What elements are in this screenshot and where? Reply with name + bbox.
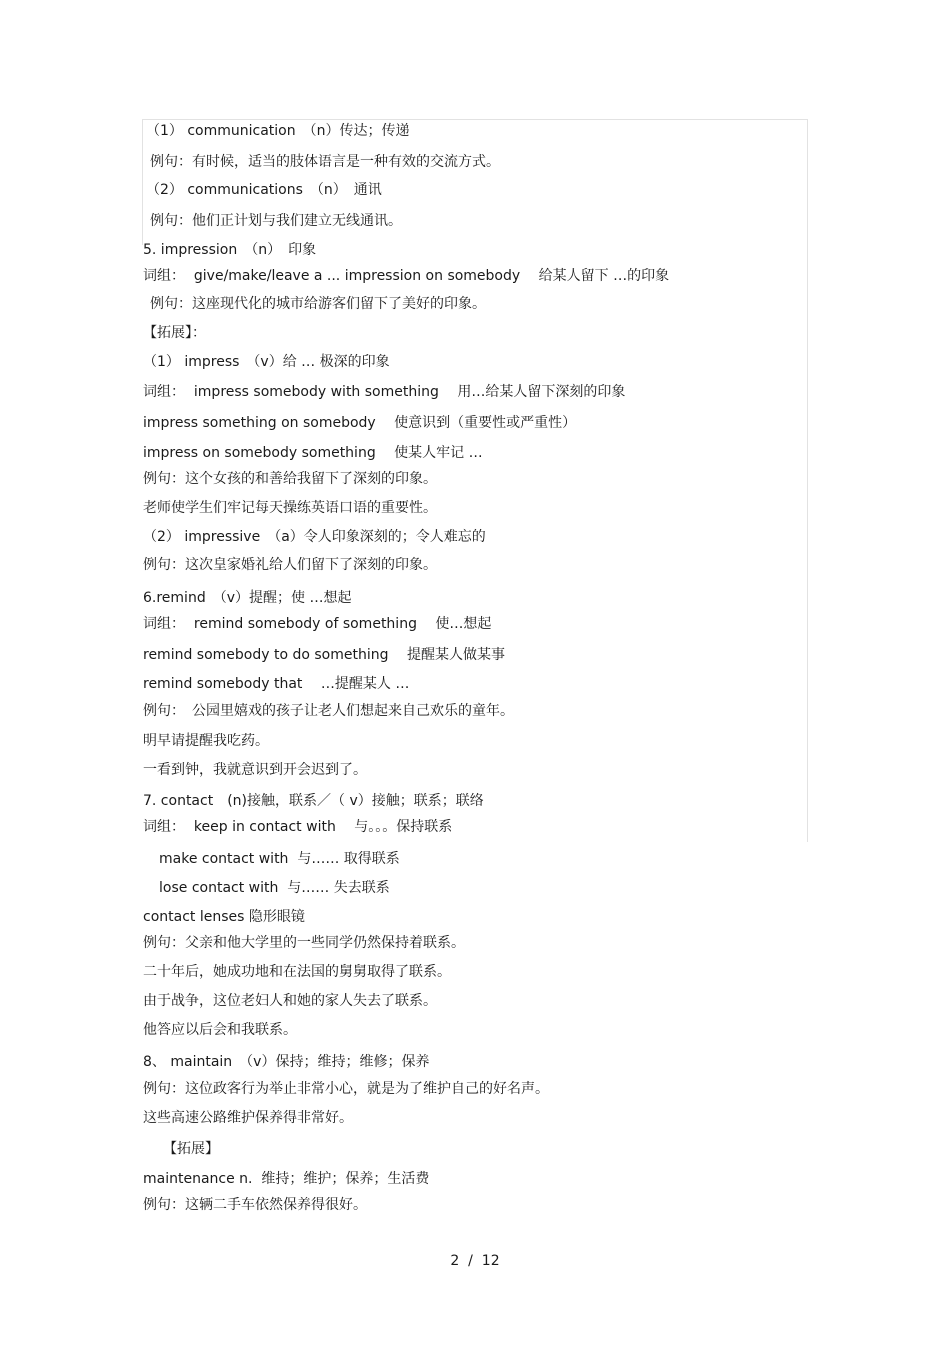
text-line: impress on somebody something 使某人牢记 … [143,445,483,461]
text-line: remind somebody to do something 提醒某人做某事 [143,647,505,663]
text-line: 例句： 公园里嬉戏的孩子让老人们想起来自己欢乐的童年。 [143,703,514,719]
text-line: 例句：他们正计划与我们建立无线通讯。 [150,213,402,229]
text-line: impress something on somebody 使意识到（重要性或严重性） [143,415,577,431]
text-line: remind somebody that …提醒某人 … [143,676,410,692]
text-line: 6.remind （v）提醒；使 …想起 [143,590,352,606]
text-line: （2） impressive （a）令人印象深刻的；令人难忘的 [143,529,486,545]
text-line: 明早请提醒我吃药。 [143,733,269,749]
table-border-left [142,119,143,245]
text-line: （2） communications （n） 通讯 [146,182,382,198]
page-number: 2 / 12 [450,1253,500,1269]
text-line: 【拓展】 [163,1141,219,1157]
text-line: 例句：父亲和他大学里的一些同学仍然保持着联系。 [143,935,465,951]
text-line: lose contact with 与…… 失去联系 [159,880,390,896]
text-line: 一看到钟，我就意识到开会迟到了。 [143,762,367,778]
text-line: 词组： keep in contact with 与。。。保持联系 [143,819,453,835]
text-line: 5. impression （n） 印象 [143,242,317,258]
text-line: make contact with 与…… 取得联系 [159,851,400,867]
text-line: 例句：这辆二手车依然保养得很好。 [143,1197,367,1213]
text-line: contact lenses 隐形眼镜 [143,909,305,925]
text-line: 二十年后，她成功地和在法国的舅舅取得了联系。 [143,964,451,980]
text-line: maintenance n. 维持；维护；保养；生活费 [143,1171,430,1187]
text-line: （1） communication （n）传达；传递 [146,123,410,139]
text-line: 例句：这位政客行为举止非常小心，就是为了维护自己的好名声。 [143,1081,549,1097]
text-line: 例句：有时候，适当的肢体语言是一种有效的交流方式。 [150,154,500,170]
text-line: 词组： remind somebody of something 使…想起 [143,616,492,632]
text-line: 老师使学生们牢记每天操练英语口语的重要性。 [143,500,437,516]
text-line: 由于战争，这位老妇人和她的家人失去了联系。 [143,993,437,1009]
text-line: （1） impress （v）给 … 极深的印象 [143,354,390,370]
text-line: 例句：这个女孩的和善给我留下了深刻的印象。 [143,471,437,487]
text-line: 8、 maintain （v）保持；维持；维修；保养 [143,1054,430,1070]
text-line: 他答应以后会和我联系。 [143,1022,297,1038]
text-line: 词组： impress somebody with something 用…给某人留下深刻的印象 [143,384,626,400]
text-line: 例句：这次皇家婚礼给人们留下了深刻的印象。 [143,557,437,573]
text-line: 例句：这座现代化的城市给游客们留下了美好的印象。 [150,296,486,312]
text-line: 这些高速公路维护保养得非常好。 [143,1110,353,1126]
text-line: 词组： give/make/leave a ... impression on somebody 给某人留下 …的印象 [143,268,670,284]
text-line: 7. contact (n)接触，联系／（ v）接触；联系；联络 [143,793,484,809]
text-line: 【拓展】： [143,325,206,341]
